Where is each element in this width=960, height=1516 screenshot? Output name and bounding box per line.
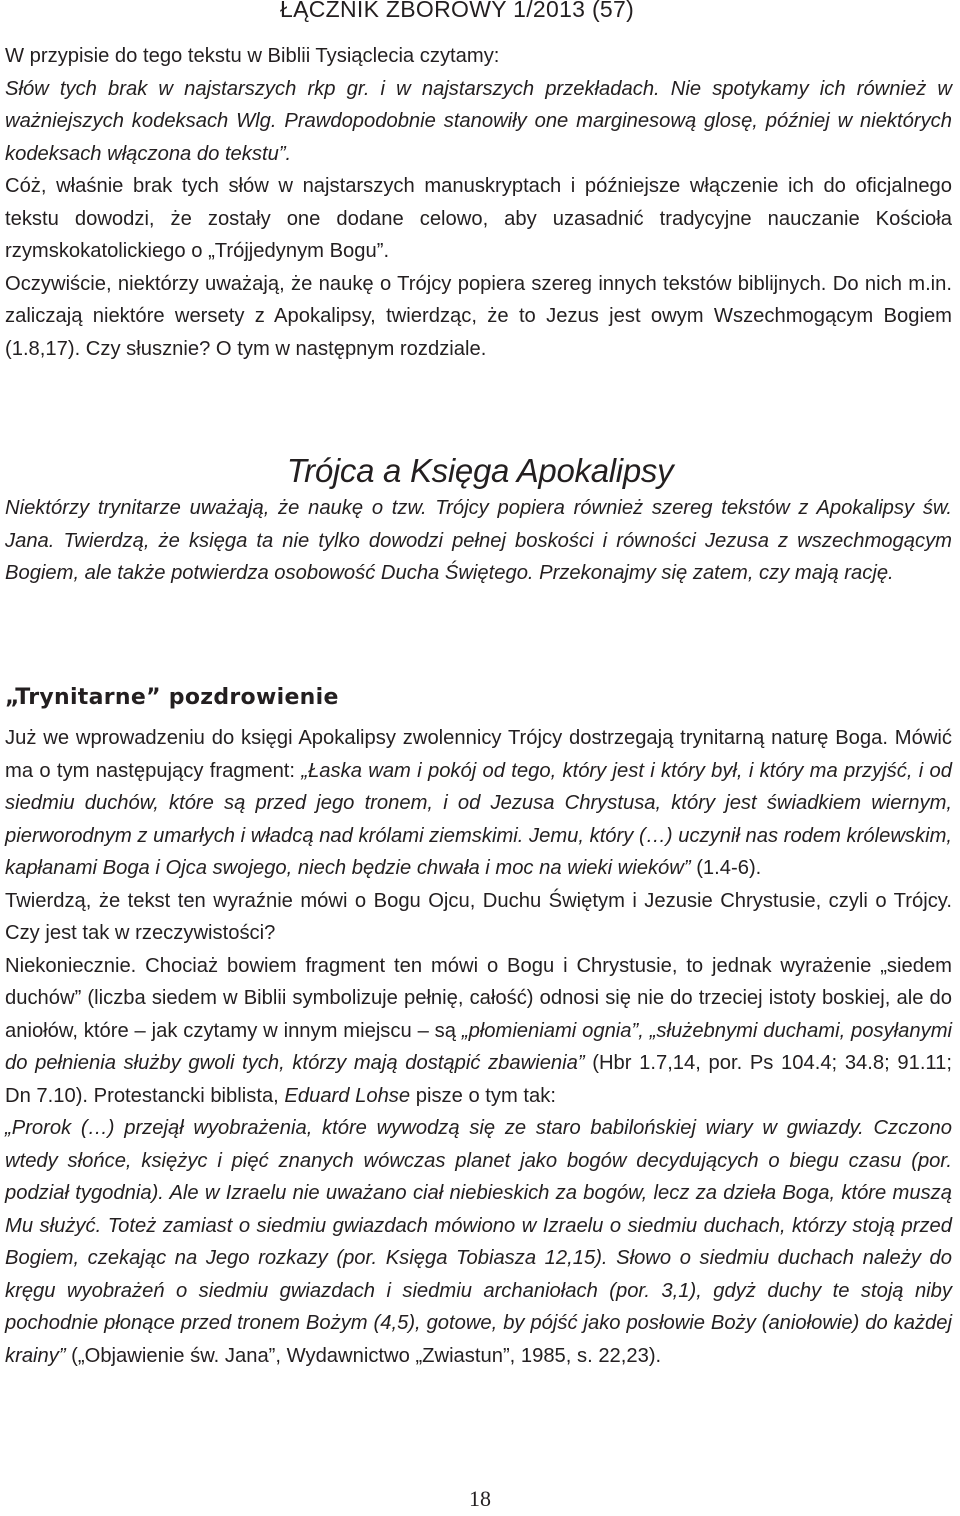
paragraph-text: (Hbr 1.7,14, por. Ps 104.4; 34.8; 91.11; Dn 7.10). Protestancki biblista, — [5, 1052, 952, 1107]
intro-lead: W przypisie do tego tekstu w Biblii Tysiąclecia czytamy: — [5, 45, 500, 67]
subsection-body — [5, 722, 952, 1372]
intro-block — [5, 40, 952, 365]
scripture-quote: „Łaska wam i pokój od tego, który jest i który był, i który ma przyjść, i od siedmiu duchów, które są przed jego tronem, i od Jezusa Chrystusa, który jest świadkiem wiernym, pierworodnym z umarłych i władcą nad królami ziemskimi. Jemu, który (…) uczynił nas rodem królewskim, kapłanami Boga i Ojca swojego, niech będzie chwała i moc na wieki wieków” — [5, 759, 952, 879]
section-heading: Trójca a Księga Apokalipsy — [286, 452, 674, 489]
section-paragraph: Niektórzy trynitarze uważają, że naukę o tzw. Trójcy popiera również szereg tekstów z Apokalipsy św. Jana. Twierdzą, że księga ta nie tylko dowodzi pełnej boskości i równości Jezusa z wszechmogącym Bogiem, ale także potwierdza osobowość Ducha Świętego. Przekonajmy się zatem, czy mają rację. — [5, 497, 952, 584]
subsection-paragraph-3 — [5, 950, 952, 1113]
paragraph-text: pisze o tym tak: — [410, 1084, 556, 1107]
author-name: Eduard Lohse — [284, 1084, 411, 1107]
footnote-quote: Słów tych brak w najstarszych rkp gr. i w najstarszych przekładach. Nie spotykamy ich również w ważniejszych kodeksach Wlg. Prawdopodobnie stanowiły one marginesową glosę, później w niektórych kodeksach włączona do tekstu”. — [5, 77, 952, 165]
citation-source: („Objawienie św. Jana”, Wydawnictwo „Zwiastun”, 1985, s. 22,23). — [65, 1344, 662, 1367]
scripture-reference: (1.4-6). — [690, 857, 762, 879]
subsection-paragraph-4 — [5, 1112, 952, 1372]
paragraph-text: Niekoniecznie. Chociaż bowiem fragment ten mówi o Bogu i Chrystusie, to jednak wyrażenie „siedem duchów” (liczba siedem w Biblii symbolizuje pełnię, całość) odnosi się nie do trzeciej istoty boskiej, ale do aniołów, które – jak czytamy w innym miejscu – są — [5, 954, 952, 1042]
citation-quote: „Prorok (…) przejął wyobrażenia, które wywodzą się ze staro babilońskiej wiary w gwiazdy. Czczono wtedy słońce, księżyc i pięć znanych wówczas planet jako bogów decydujących o biegu czasu (por. podział tygodnia). Ale w Izraelu nie uważano ciał niebieskich za bogów, lecz za dzieła Boga, które muszą Mu służyć. Toteż zamiast o siedmiu gwiazdach mówiono w Izraelu o siedmiu duchach, którzy stoją przed Bogiem, czekając na Jego rozkazy (por. Księga Tobiasza 12,15). Słowo o siedmiu duchach należy do kręgu wyobrażeń o siedmiu gwiazdach i siedmiu archaniołach (por. 3,1), gdyż duchy te stoją niby pochodnie płonące przed tronem Bożym (4,5), gotowe, by pójść jako posłowie Boży (aniołowie) do każdej krainy” — [5, 1117, 952, 1367]
subsection-heading: „Trynitarne” pozdrowienie — [5, 685, 339, 710]
scripture-quote: „płomieniami ognia”, „służebnymi duchami, posyłanymi do pełnienia służby gwoli tych, którzy mają dostąpić zbawienia” — [5, 1019, 953, 1074]
subsection-paragraph-1 — [5, 722, 952, 885]
intro-paragraph-1: Cóż, właśnie brak tych słów w najstarszych manuskryptach i późniejsze włączenie ich do oficjalnego tekstu dowodzi, że zostały one dodane celowo, aby uzasadnić tradycyjne nauczanie Kościoła rzymskokatolickiego o „Trójjedynym Bogu”. — [5, 175, 952, 262]
page-number: 18 — [469, 1486, 491, 1511]
section-intro — [5, 492, 952, 590]
subsection-paragraph-2: Twierdzą, że tekst ten wyraźnie mówi o Bogu Ojcu, Duchu Świętym i Jezusie Chrystusie, czyli o Trójcy. Czy jest tak w rzeczywistości? — [5, 889, 952, 944]
paragraph-text: Już we wprowadzeniu do księgi Apokalipsy zwolennicy Trójcy dostrzegają trynitarną naturę Boga. Mówić ma o tym następujący fragment: — [5, 727, 952, 782]
intro-paragraph-2: Oczywiście, niektórzy uważają, że naukę o Trójcy popiera szereg innych tekstów biblijnych. Do nich m.in. zaliczają niektóre wersety z Apokalipsy, twierdząc, że to Jezus jest owym Wszechmogącym Bogiem (1.8,17). Czy słusznie? O tym w następnym rozdziale. — [5, 272, 952, 360]
running-header: ŁĄCZNIK ZBOROWY 1/2013 (57) — [280, 0, 635, 22]
